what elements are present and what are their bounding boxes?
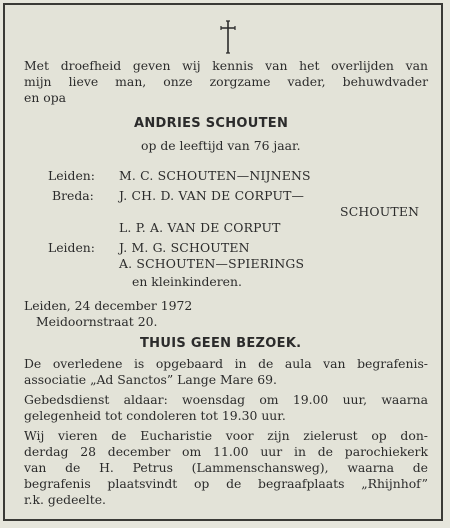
- intro-line: mijn lieve man, onze zorgzame vader, behuwdvader: [24, 74, 428, 89]
- street-address: Meidoornstraat 20.: [36, 314, 158, 329]
- no-visit-notice: THUIS GEEN BEZOEK.: [140, 336, 302, 351]
- family-name: en kleinkinderen.: [132, 274, 242, 289]
- deceased-age: op de leeftijd van 76 jaar.: [141, 138, 301, 153]
- paragraph-line: gelegenheid tot condoleren tot 19.30 uur.: [24, 408, 286, 423]
- paragraph-line: begrafenis plaatsvindt op de begraafplaats „Rhijnhof”: [24, 476, 428, 491]
- family-name: J. CH. D. VAN DE CORPUT—: [119, 188, 305, 203]
- paragraph-line: Wij vieren de Eucharistie voor zijn zielerust op don-: [24, 428, 428, 443]
- paragraph-line: associatie „Ad Sanctos” Lange Mare 69.: [24, 372, 277, 387]
- paragraph-line: De overledene is opgebaard in de aula van begrafenis-: [24, 356, 428, 371]
- family-name: L. P. A. VAN DE CORPUT: [119, 220, 281, 235]
- place-date: Leiden, 24 december 1972: [24, 298, 193, 313]
- paragraph-line: Gebedsdienst aldaar: woensdag om 19.00 uur, waarna: [24, 392, 428, 407]
- family-name: A. SCHOUTEN—SPIERINGS: [119, 256, 305, 271]
- cross-icon: [219, 19, 237, 55]
- paragraph-line: van de H. Petrus (Lammenschansweg), waarna de: [24, 460, 428, 475]
- deceased-name: ANDRIES SCHOUTEN: [134, 116, 289, 131]
- family-place: Breda:: [52, 188, 94, 203]
- paragraph-line: r.k. gedeelte.: [24, 492, 106, 507]
- family-place: Leiden:: [48, 240, 95, 255]
- paragraph-line: derdag 28 december om 11.00 uur in de parochiekerk: [24, 444, 428, 459]
- family-place: Leiden:: [48, 168, 95, 183]
- family-name: J. M. G. SCHOUTEN: [119, 240, 250, 255]
- intro-line: Met droefheid geven wij kennis van het overlijden van: [24, 58, 428, 73]
- family-name-continuation: SCHOUTEN: [340, 204, 420, 219]
- intro-line: en opa: [24, 90, 67, 105]
- family-name: M. C. SCHOUTEN—NIJNENS: [119, 168, 311, 183]
